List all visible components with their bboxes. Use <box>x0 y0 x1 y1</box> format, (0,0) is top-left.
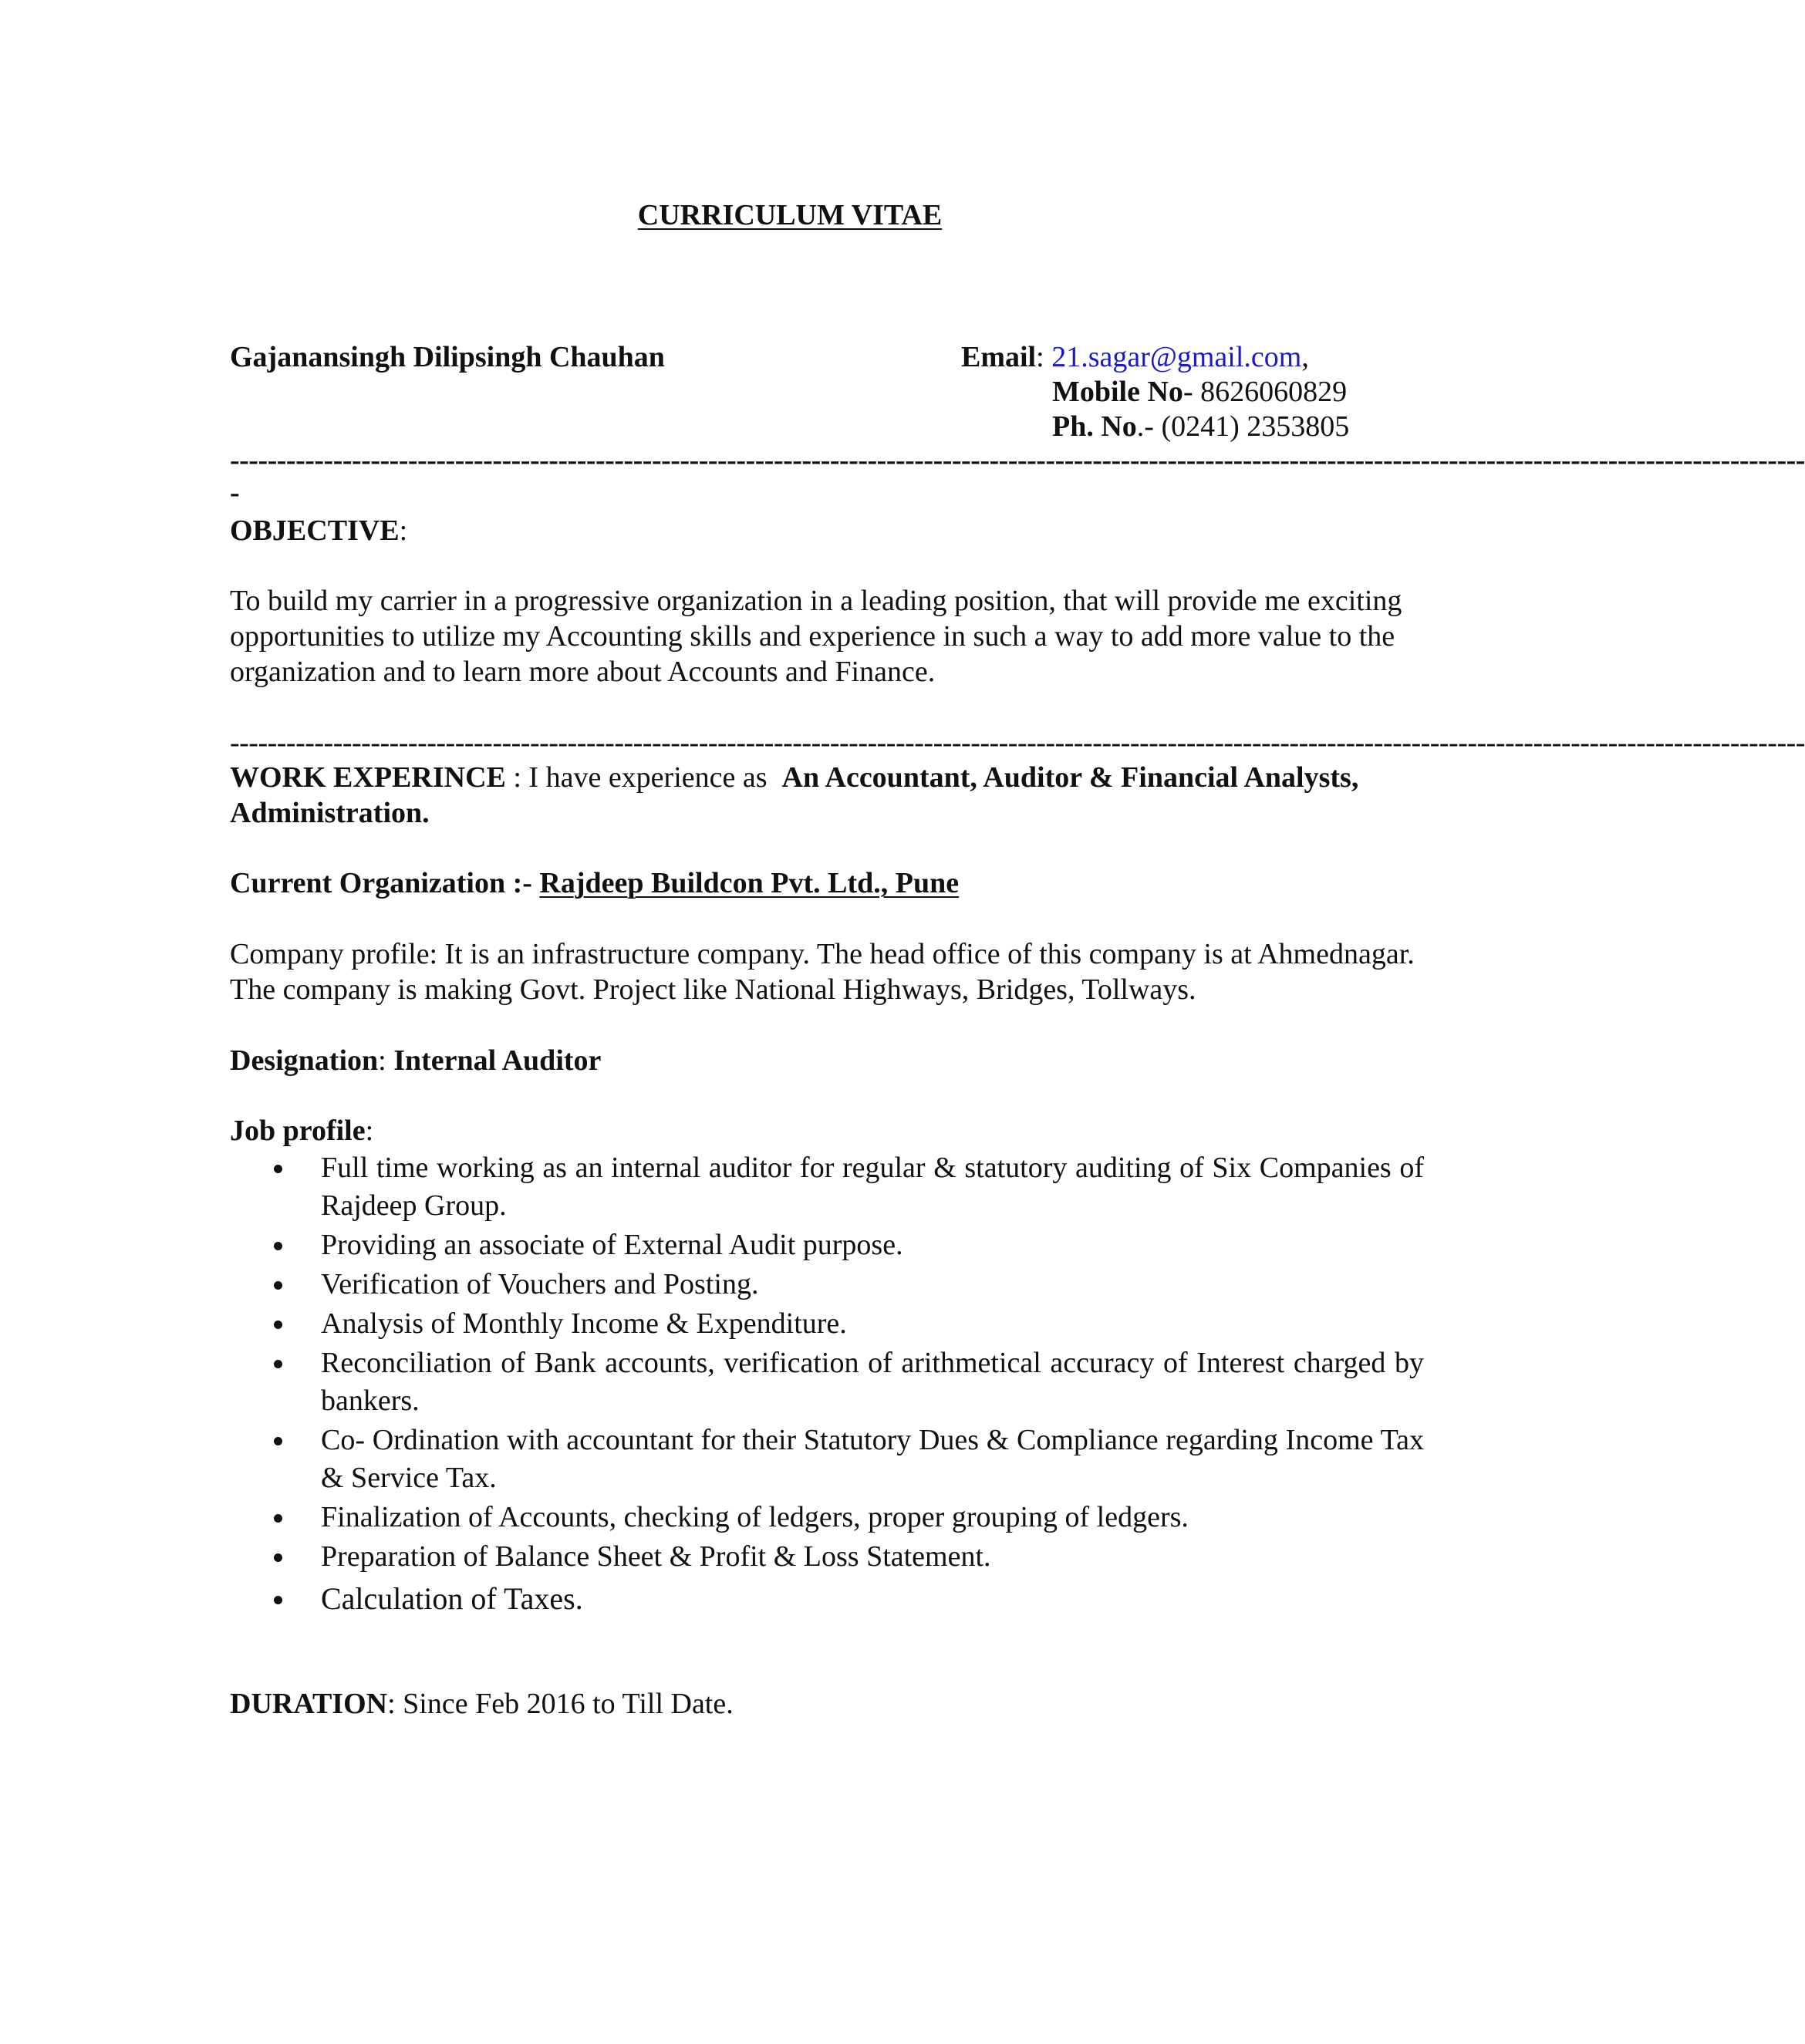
separator-line-1: ------------------------------------------------------------------------------------------------------------------------------------------------------------------------ <box>230 444 1805 477</box>
designation-value: Internal Auditor <box>393 1044 602 1077</box>
work-experience-label: WORK EXPERINCE <box>230 761 506 794</box>
document-title <box>0 197 1580 233</box>
duration <box>230 1686 734 1722</box>
duration-value: : Since Feb 2016 to Till Date. <box>387 1688 734 1720</box>
designation-colon: : <box>378 1044 394 1077</box>
designation <box>230 1043 601 1078</box>
job-profile-label: Job profile <box>230 1115 366 1147</box>
bullet-icon <box>274 1360 282 1368</box>
work-experience <box>230 760 1422 831</box>
list-item-text: Finalization of Accounts, checking of ledgers, proper grouping of ledgers. <box>321 1501 1189 1533</box>
email-link[interactable]: 21.sagar@gmail.com <box>1051 341 1302 373</box>
list-item-text: Co- Ordination with accountant for their Statutory Dues & Compliance regarding Income Tax & Service Tax. <box>321 1424 1424 1494</box>
list-item-text: Verification of Vouchers and Posting. <box>321 1268 759 1300</box>
phone-line <box>1052 409 1349 444</box>
bullet-icon <box>274 1437 282 1445</box>
bullet-icon <box>274 1553 282 1562</box>
duration-label: DURATION <box>230 1688 388 1720</box>
list-item-text: Providing an associate of External Audit purpose. <box>321 1229 903 1261</box>
job-profile-list <box>230 1149 1424 1622</box>
email-sep: : <box>1036 341 1044 373</box>
email-line <box>961 339 1309 375</box>
list-item <box>230 1499 1424 1536</box>
email-trail: , <box>1301 341 1309 373</box>
list-item <box>230 1577 1424 1621</box>
current-organization-label: Current Organization :- <box>230 867 540 899</box>
objective-colon: : <box>399 514 408 547</box>
current-organization-name: Rajdeep Buildcon Pvt. Ltd., Pune <box>539 867 960 899</box>
bullet-icon <box>274 1321 282 1329</box>
bullet-icon <box>274 1514 282 1523</box>
separator-line-2: ------------------------------------------------------------------------------------------------------------------------------------------------------------------------ <box>230 727 1805 759</box>
objective-heading <box>230 513 407 548</box>
list-item <box>230 1266 1424 1304</box>
mobile-label: Mobile No <box>1052 376 1183 408</box>
list-item-text: Full time working as an internal auditor for regular & statutory auditing of Six Companies of Rajdeep Group. <box>321 1152 1424 1222</box>
objective-text: To build my carrier in a progressive organization in a leading position, that will provide me exciting opportunities to utilize my Accounting skills and experience in such a way to add more value to the organization and to learn more about Accounts and Finance. <box>230 585 1402 688</box>
list-item <box>230 1149 1424 1225</box>
candidate-name: Gajanansingh Dilipsingh Chauhan <box>230 341 665 373</box>
job-profile-heading <box>230 1113 373 1148</box>
objective-label: OBJECTIVE <box>230 514 400 547</box>
company-profile: Company profile: It is an infrastructure company. The head office of this company is at Ahmednagar. The company is making Govt. Project like National Highways, Bridges, Tollways. <box>230 938 1415 1006</box>
list-item-text: Calculation of Taxes. <box>321 1581 583 1616</box>
job-profile-colon: : <box>365 1115 374 1147</box>
list-item <box>230 1305 1424 1343</box>
list-item <box>230 1344 1424 1420</box>
mobile-line <box>1052 374 1347 410</box>
current-organization <box>230 865 959 901</box>
list-item-text: Reconciliation of Bank accounts, verification of arithmetical accuracy of Interest charged by bankers. <box>321 1347 1424 1417</box>
bullet-icon <box>274 1596 282 1604</box>
phone-label: Ph. No <box>1052 410 1137 443</box>
list-item-text: Preparation of Balance Sheet & Profit & Loss Statement. <box>321 1540 991 1573</box>
bullet-icon <box>274 1165 282 1173</box>
designation-label: Designation <box>230 1044 379 1077</box>
list-item <box>230 1226 1424 1264</box>
work-experience-intro: : I have experience as <box>505 761 782 794</box>
bullet-icon <box>274 1242 282 1250</box>
phone-value: .- (0241) 2353805 <box>1136 410 1350 443</box>
list-item-text: Analysis of Monthly Income & Expenditure. <box>321 1307 847 1340</box>
mobile-value: - 8626060829 <box>1183 376 1348 408</box>
bullet-icon <box>274 1281 282 1290</box>
list-item <box>230 1422 1424 1497</box>
document-title-text: CURRICULUM VITAE <box>637 199 943 231</box>
list-item <box>230 1538 1424 1576</box>
work-experience-roles: An Accountant, Auditor & Financial Analysts, Administration. <box>230 761 1359 829</box>
email-label: Email <box>961 341 1037 373</box>
separator-trailing-dash: - <box>230 477 240 509</box>
